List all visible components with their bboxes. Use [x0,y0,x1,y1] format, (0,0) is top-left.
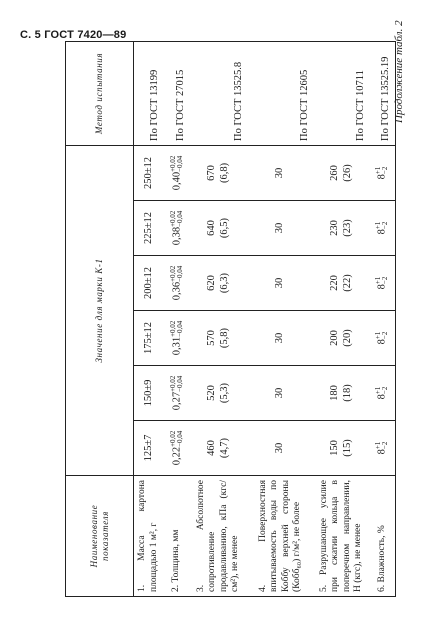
row-value: 0,36 +0,02 −0,04 [164,256,190,311]
row-value: 0,38 +0,02 −0,04 [164,201,190,256]
row-name: 4. Поверхностная впитываемость воды по Коббу верхней стороны (Кобб₆₀) г/м², не более [248,476,314,597]
row-value: 0,22 +0,02 −0,04 [164,421,190,476]
table-header-row [66,41,134,596]
properties-table [65,41,396,597]
row-value: 570 (5,8) [190,311,248,366]
row-method: По ГОСТ 13525.19 [370,41,396,145]
row-method: По ГОСТ 12605 [248,41,314,145]
row-method: По ГОСТ 10711 [314,41,370,145]
row-value: 30 [248,201,314,256]
row-value: 670 (6,8) [190,145,248,200]
table-row [314,41,370,596]
row-method: По ГОСТ 13199 [134,41,164,145]
table-row [134,41,164,596]
row-value: 8 +1 −2 [370,311,396,366]
row-value: 150 (15) [314,421,370,476]
row-value: 220 (22) [314,256,370,311]
row-value: 30 [248,145,314,200]
row-value: 0,31 +0,02 −0,04 [164,311,190,366]
row-value: 520 (5,3) [190,366,248,421]
row-value: 180 (18) [314,366,370,421]
table-body [134,41,396,596]
row-value: 8 +1 −2 [370,201,396,256]
row-value: 8 +1 −2 [370,145,396,200]
row-value: 0,27 +0,02 −0,04 [164,366,190,421]
table-row [164,41,190,596]
row-value: 8 +1 −2 [370,366,396,421]
row-value: 0,40 +0,02 −0,04 [164,145,190,200]
row-method: По ГОСТ 13525.8 [190,41,248,145]
row-value: 200±12 [134,256,164,311]
row-name: 5. Разрушающее усилие при сжатии кольца в поперечном направлении, Н (кгс), не менее [314,476,370,597]
table-row [248,41,314,596]
row-name: 6. Влажность, % [370,476,396,597]
row-value: 640 (6,5) [190,201,248,256]
row-value: 30 [248,366,314,421]
row-value: 200 (20) [314,311,370,366]
row-value: 150±9 [134,366,164,421]
page-header: С. 5 ГОСТ 7420—89 [20,29,127,41]
row-value: 225±12 [134,201,164,256]
table-row [370,41,396,596]
row-value: 30 [248,421,314,476]
row-value: 260 (26) [314,145,370,200]
header-name: Наименование показателя [66,476,134,597]
row-value: 8 +1 −2 [370,421,396,476]
row-value: 8 +1 −2 [370,256,396,311]
row-value: 460 (4,7) [190,421,248,476]
row-name: 3. Абсолютное сопротивление продавливанию, кПа (кгс/см²), не менее [190,476,248,597]
row-value: 175±12 [134,311,164,366]
row-value: 620 (6,3) [190,256,248,311]
header-values: Значение для марки К-1 [66,145,134,475]
row-name: 2. Толщина, мм [164,476,190,597]
row-value: 30 [248,311,314,366]
table-continuation-label: Продолжение табл. 2 [393,20,405,123]
row-value: 125±7 [134,421,164,476]
table-row [190,41,248,596]
row-value: 230 (23) [314,201,370,256]
row-name: 1. Масса картона площадью 1 м², г [134,476,164,597]
row-method: По ГОСТ 27015 [164,41,190,145]
row-value: 30 [248,256,314,311]
row-value: 250±12 [134,145,164,200]
header-method: Метод испытания [66,41,134,145]
